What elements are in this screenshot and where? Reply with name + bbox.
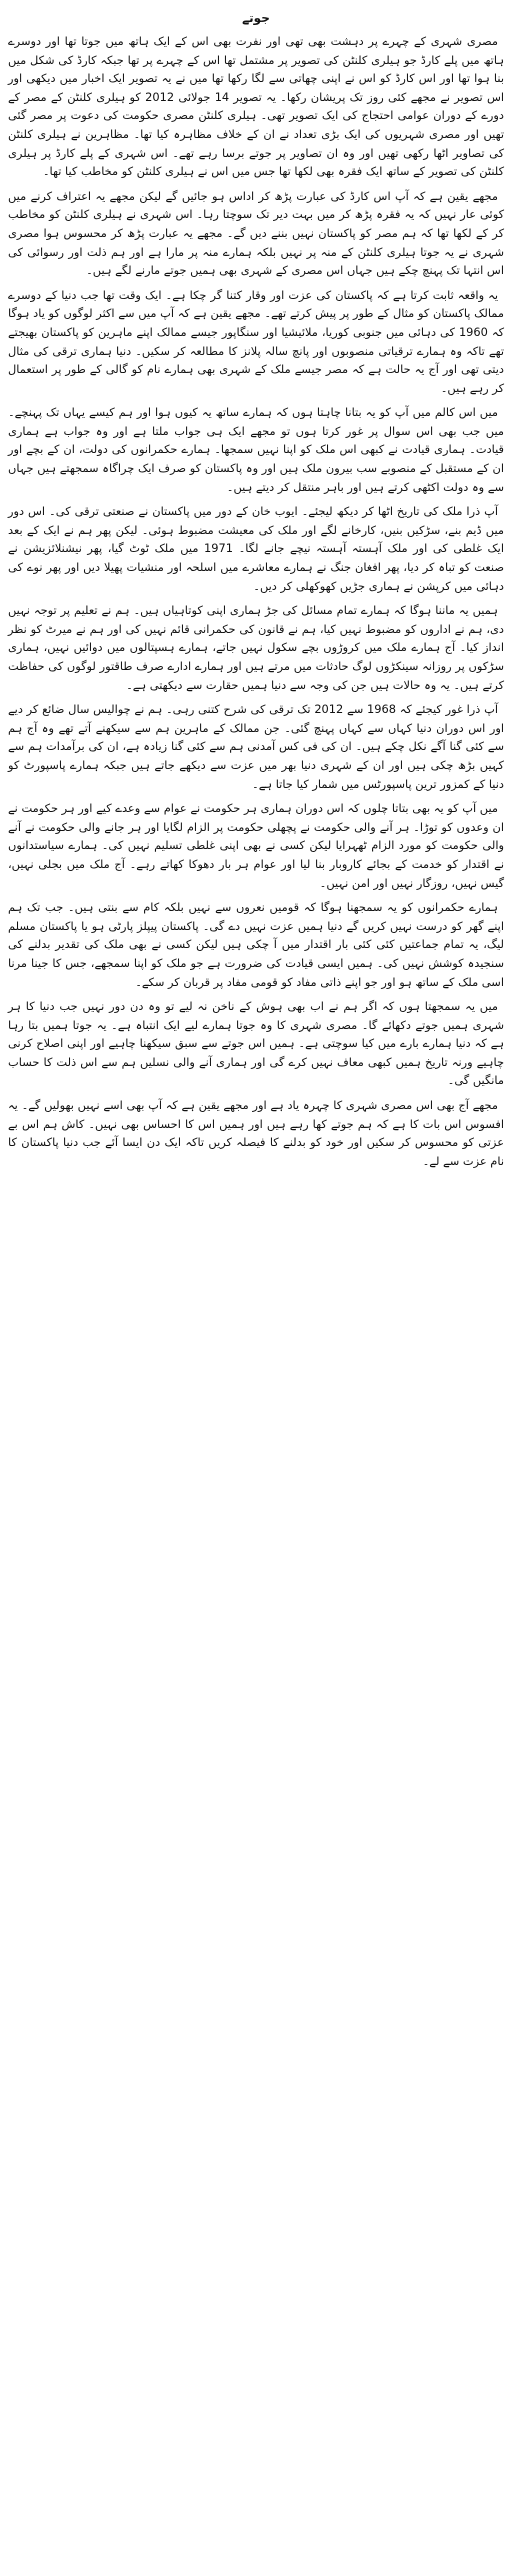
article-paragraph-10: میں یہ سمجھتا ہوں کہ اگر ہم نے اب بھی ہوش کے ناخن نہ لیے تو وہ دن دور نہیں جب دنیا کا ہر شہری ہمیں جوتے دکھائے گا۔ مصری شہری کا وہ جوتا ہمارے لیے ایک انتباہ ہے۔ یہ جوتا ہمیں بتا رہا ہے کہ دنیا ہمارے بارے میں کیا سوچتی ہے۔ ہمیں اس جوتے سے سبق سیکھنا چاہیے اور اپنی اصلاح کرنی چاہیے ورنہ تاریخ ہمیں کبھی معاف نہیں کرے گی اور ہماری آنے والی نسلیں ہم سے اس ذلت کا حساب مانگیں گی۔ [8, 999, 504, 1088]
article-paragraph-8: میں آپ کو یہ بھی بتاتا چلوں کہ اس دوران ہماری ہر حکومت نے عوام سے وعدے کیے اور ہر حکومت نے ان وعدوں کو توڑا۔ ہر آنے والی حکومت نے پچھلی حکومت پر الزام لگایا اور ہر جانے والی حکومت نے آنے والی حکومت کو مورد الزام ٹھہرایا لیکن کسی نے بھی اپنی غلطی تسلیم نہیں کی۔ ہمارے سیاستدانوں نے اقتدار کو خدمت کے بجائے کاروبار بنا لیا اور عوام ہر بار دھوکا کھاتے رہے۔ آج ملک میں بجلی نہیں، گیس نہیں، روزگار نہیں اور امن نہیں۔ [8, 801, 504, 890]
article-paragraph-11: مجھے آج بھی اس مصری شہری کا چہرہ یاد ہے اور مجھے یقین ہے کہ آپ بھی اسے نہیں بھولیں گے۔ یہ افسوس اس بات کا ہے کہ ہم جوتے کھا رہے ہیں اور ہمیں اس کا احساس بھی نہیں۔ کاش ہم اس بے عزتی کو محسوس کر سکیں اور خود کو بدلنے کا فیصلہ کریں تاکہ ایک دن ایسا آئے جب دنیا پاکستان کا نام عزت سے لے۔ [8, 1098, 504, 1168]
article-paragraph-3: یہ واقعہ ثابت کرتا ہے کہ پاکستان کی عزت اور وقار کتنا گر چکا ہے۔ ایک وقت تھا جب دنیا کے دوسرے ممالک پاکستان کو مثال کے طور پر پیش کرتے تھے۔ مجھے یقین ہے کہ آپ میں سے اکثر لوگوں کو یاد ہوگا کہ 1960 کی دہائی میں جنوبی کوریا، ملائیشیا اور سنگاپور جیسے ممالک اپنے ماہرین کو پاکستان بھیجتے تھے تاکہ وہ ہمارے ترقیاتی منصوبوں اور پانچ سالہ پلانز کا مطالعہ کر سکیں۔ دنیا ہماری ترقی کی مثال دیتی تھی اور آج یہ حالت ہے کہ مصر جیسے ملک کے شہری بھی ہمارے نام کو گالی کے طور پر استعمال کر رہے ہیں۔ [8, 287, 505, 395]
article-paragraph-9: ہمارے حکمرانوں کو یہ سمجھنا ہوگا کہ قومیں نعروں سے نہیں بلکہ کام سے بنتی ہیں۔ جب تک ہم اپنے گھر کو درست نہیں کریں گے دنیا ہمیں عزت نہیں دے گی۔ پاکستان پیپلز پارٹی ہو یا پاکستان مسلم لیگ، یہ تمام جماعتیں کئی کئی بار اقتدار میں آ چکی ہیں لیکن کسی نے بھی ملک کی تقدیر بدلنے کی سنجیدہ کوشش نہیں کی۔ ہمیں ایسی قیادت کی ضرورت ہے جو ملک کو اپنا سمجھے، جس کا جینا مرنا اسی ملک کے ساتھ ہو اور جو اپنے ذاتی مفاد کو قومی مفاد پر قربان کر سکے۔ [8, 900, 504, 989]
article-paragraph-5: آپ ذرا ملک کی تاریخ اٹھا کر دیکھ لیجئے۔ ایوب خان کے دور میں پاکستان نے صنعتی ترقی کی۔ اس دور میں ڈیم بنے، سڑکیں بنیں، کارخانے لگے اور ملک کی معیشت مضبوط ہوئی۔ لیکن پھر ہم نے ایک کے بعد ایک غلطی کی اور ملک آہستہ آہستہ نیچے جانے لگا۔ 1971 میں ملک ٹوٹ گیا، پھر نیشنلائزیشن نے صنعت کو تباہ کر دیا، پھر افغان جنگ نے ہمارے معاشرے میں اسلحہ اور منشیات پھیلا دیں اور پھر نوے کی دہائی میں کرپشن نے ہماری جڑیں کھوکھلی کر دیں۔ [8, 504, 505, 593]
article-title: جوتے [242, 11, 270, 25]
article-paragraph-1: مصری شہری کے چہرے پر دہشت بھی تھی اور نفرت بھی اس کے ایک ہاتھ میں جوتا تھا اور دوسرے ہاتھ میں پلے کارڈ جو ہیلری کلنٹن کی تصویر پر مشتمل تھا اس کے چہرے پر تھا جبکہ کارڈ کی شکل میں بنا ہوا تھا اور اس کارڈ کو اس نے اپنی چھاتی سے لگا رکھا تھا میں نے یہ تصویر ایک اخبار میں دیکھی اور اس تصویر نے مجھے کئی روز تک پریشان رکھا۔ یہ تصویر 14 جولائی 2012 کو ہیلری کلنٹن کے مصر کے دورے کے دوران عوامی احتجاج کی ایک تصویر تھی۔ ہیلری کلنٹن مصری حکومت کی دعوت پر مصر گئی تھیں اور مصری شہریوں کی ایک بڑی تعداد نے ان کے خلاف مظاہرہ کیا تھا۔ مظاہرین نے ہیلری کلنٹن کی تصاویر اٹھا رکھی تھیں اور وہ ان تصاویر پر جوتے برسا رہے تھے۔ اس شہری کے پلے کارڈ پر ہیلری کلنٹن کی تصویر کے ساتھ ایک فقرہ بھی لکھا تھا جس میں اس نے ہیلری کلنٹن کو مخاطب کیا تھا۔ [8, 34, 505, 179]
article-paragraph-2: مجھے یقین ہے کہ آپ اس کارڈ کی عبارت پڑھ کر اداس ہو جائیں گے لیکن مجھے یہ اعتراف کرنے میں کوئی عار نہیں کہ یہ فقرہ پڑھ کر میں بہت دیر تک سوچتا رہا۔ اس شہری نے ہیلری کلنٹن کو مخاطب کر کے لکھا تھا کہ ہم مصر کو پاکستان نہیں بننے دیں گے۔ مجھے یہ عبارت پڑھ کر محسوس ہوا مصری شہری نے یہ جوتا ہیلری کلنٹن کے منہ پر نہیں بلکہ ہمارے منہ پر مارا ہے اور ہم ذلت اور رسوائی کی اس انتہا تک پہنچ چکے ہیں جہاں اس مصری کے شہری بھی ہمیں جوتے مارنے لگے ہیں۔ [8, 188, 504, 278]
article-paragraph-4: میں اس کالم میں آپ کو یہ بتانا چاہتا ہوں کہ ہمارے ساتھ یہ کیوں ہوا اور ہم کیسے یہاں تک پہنچے۔ میں جب بھی اس سوال پر غور کرتا ہوں تو مجھے ایک ہی جواب ملتا ہے اور وہ جواب ہے ہماری قیادت۔ ہماری قیادت نے کبھی اس ملک کو اپنا نہیں سمجھا۔ ہمارے حکمرانوں کی دولت، ان کے بچے اور ان کے مستقبل کے منصوبے سب بیرون ملک ہیں اور وہ پاکستان کو صرف ایک چراگاہ سمجھتے ہیں جہاں سے وہ دولت اکٹھی کرتے ہیں اور باہر منتقل کر دیتے ہیں۔ [8, 405, 504, 494]
article-paragraph-6: ہمیں یہ ماننا ہوگا کہ ہمارے تمام مسائل کی جڑ ہماری اپنی کوتاہیاں ہیں۔ ہم نے تعلیم پر توجہ نہیں دی، ہم نے اداروں کو مضبوط نہیں کیا، ہم نے قانون کی حکمرانی قائم نہیں کی اور ہم نے میرٹ کو نظر انداز کیا۔ آج ہمارے ملک میں کروڑوں بچے سکول نہیں جاتے، ہمارے ہسپتالوں میں دوائیں نہیں، ہماری سڑکوں پر روزانہ سینکڑوں لوگ حادثات میں مرتے ہیں اور ہمارے ادارے صرف طاقتور لوگوں کی حفاظت کرتے ہیں۔ یہ وہ حالات ہیں جن کی وجہ سے دنیا ہمیں حقارت سے دیکھتی ہے۔ [8, 603, 504, 692]
article-paragraph-7: آپ ذرا غور کیجئے کہ 1968 سے 2012 تک ترقی کی شرح کتنی رہی۔ ہم نے چوالیس سال ضائع کر دیے اور اس دوران دنیا کہاں سے کہاں پہنچ گئی۔ جن ممالک کے ماہرین ہم سے سیکھنے آتے تھے وہ آج ہم سے کئی گنا آگے نکل چکے ہیں۔ ان کی فی کس آمدنی ہم سے کئی گنا زیادہ ہے، ان کی برآمدات ہم سے کہیں بڑھ چکی ہیں اور ان کے شہری دنیا بھر میں عزت سے دیکھے جاتے ہیں جبکہ ہمارے پاسپورٹ کو دنیا کے کمزور ترین پاسپورٹس میں شمار کیا جاتا ہے۔ [8, 702, 504, 791]
